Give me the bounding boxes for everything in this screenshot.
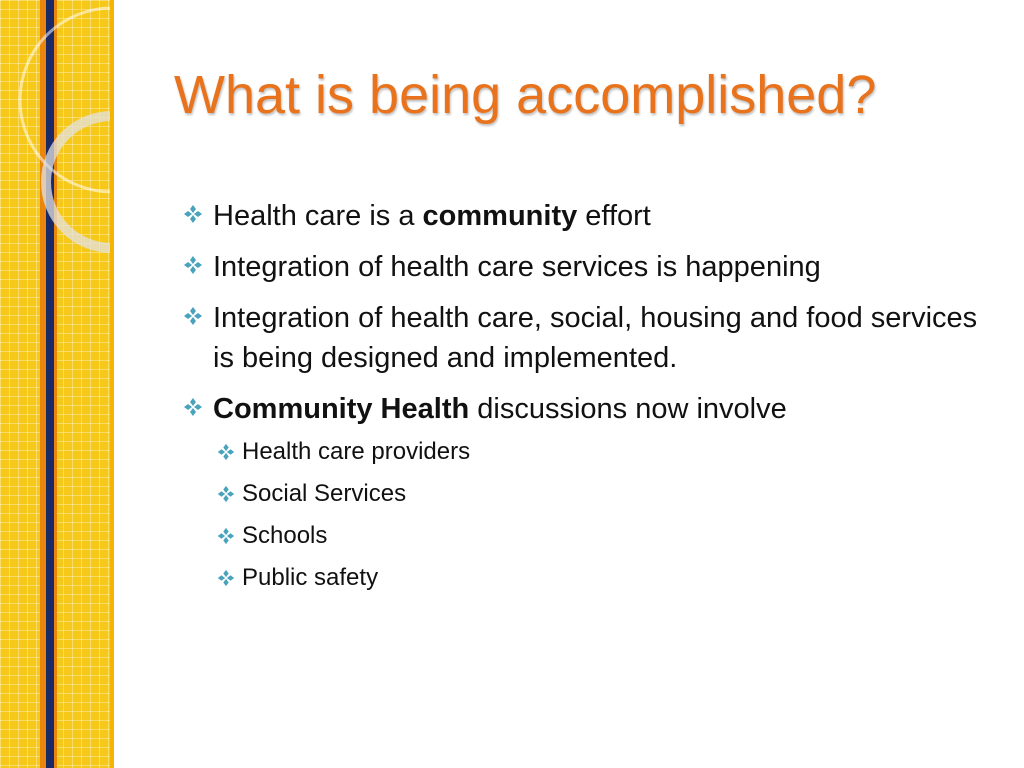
diamond-bullet-icon: [182, 305, 204, 327]
bullet-item: [182, 389, 1002, 429]
slide-title: What is being accomplished?: [174, 65, 877, 125]
bullet-text: effort: [577, 200, 651, 232]
diamond-bullet-icon: [216, 526, 236, 546]
bullet-bold-text: community: [422, 200, 578, 232]
bullet-bold-text: Community Health: [213, 393, 470, 425]
bullet-item: [182, 196, 1002, 236]
diamond-bullet-icon: [182, 254, 204, 276]
decorative-side-band: [0, 0, 114, 768]
band-edge: [110, 0, 114, 768]
sub-bullet-text: Social Services: [242, 480, 407, 507]
sub-bullet-text: Health care providers: [242, 438, 471, 465]
sub-bullet-item: [216, 521, 1002, 551]
bullet-text: Integration of health care, social, housing and food services is being designed and implemented.: [213, 302, 978, 374]
bullet-item: [182, 247, 1002, 287]
sub-bullet-text: Schools: [242, 522, 328, 549]
bullet-item: [182, 298, 1002, 378]
diamond-bullet-icon: [182, 203, 204, 225]
sub-bullet-item: [216, 563, 1002, 593]
bullet-text: discussions now involve: [469, 393, 787, 425]
bullet-list: [182, 196, 1002, 605]
decorative-rings: [0, 0, 114, 768]
sub-bullet-item: [216, 437, 1002, 467]
sub-bullet-item: [216, 479, 1002, 509]
diamond-bullet-icon: [216, 484, 236, 504]
diamond-bullet-icon: [182, 396, 204, 418]
diamond-bullet-icon: [216, 568, 236, 588]
bullet-text: Integration of health care services is happening: [213, 251, 821, 283]
bullet-text: Health care is a: [213, 200, 423, 232]
diamond-bullet-icon: [216, 442, 236, 462]
sub-bullet-text: Public safety: [242, 564, 379, 591]
